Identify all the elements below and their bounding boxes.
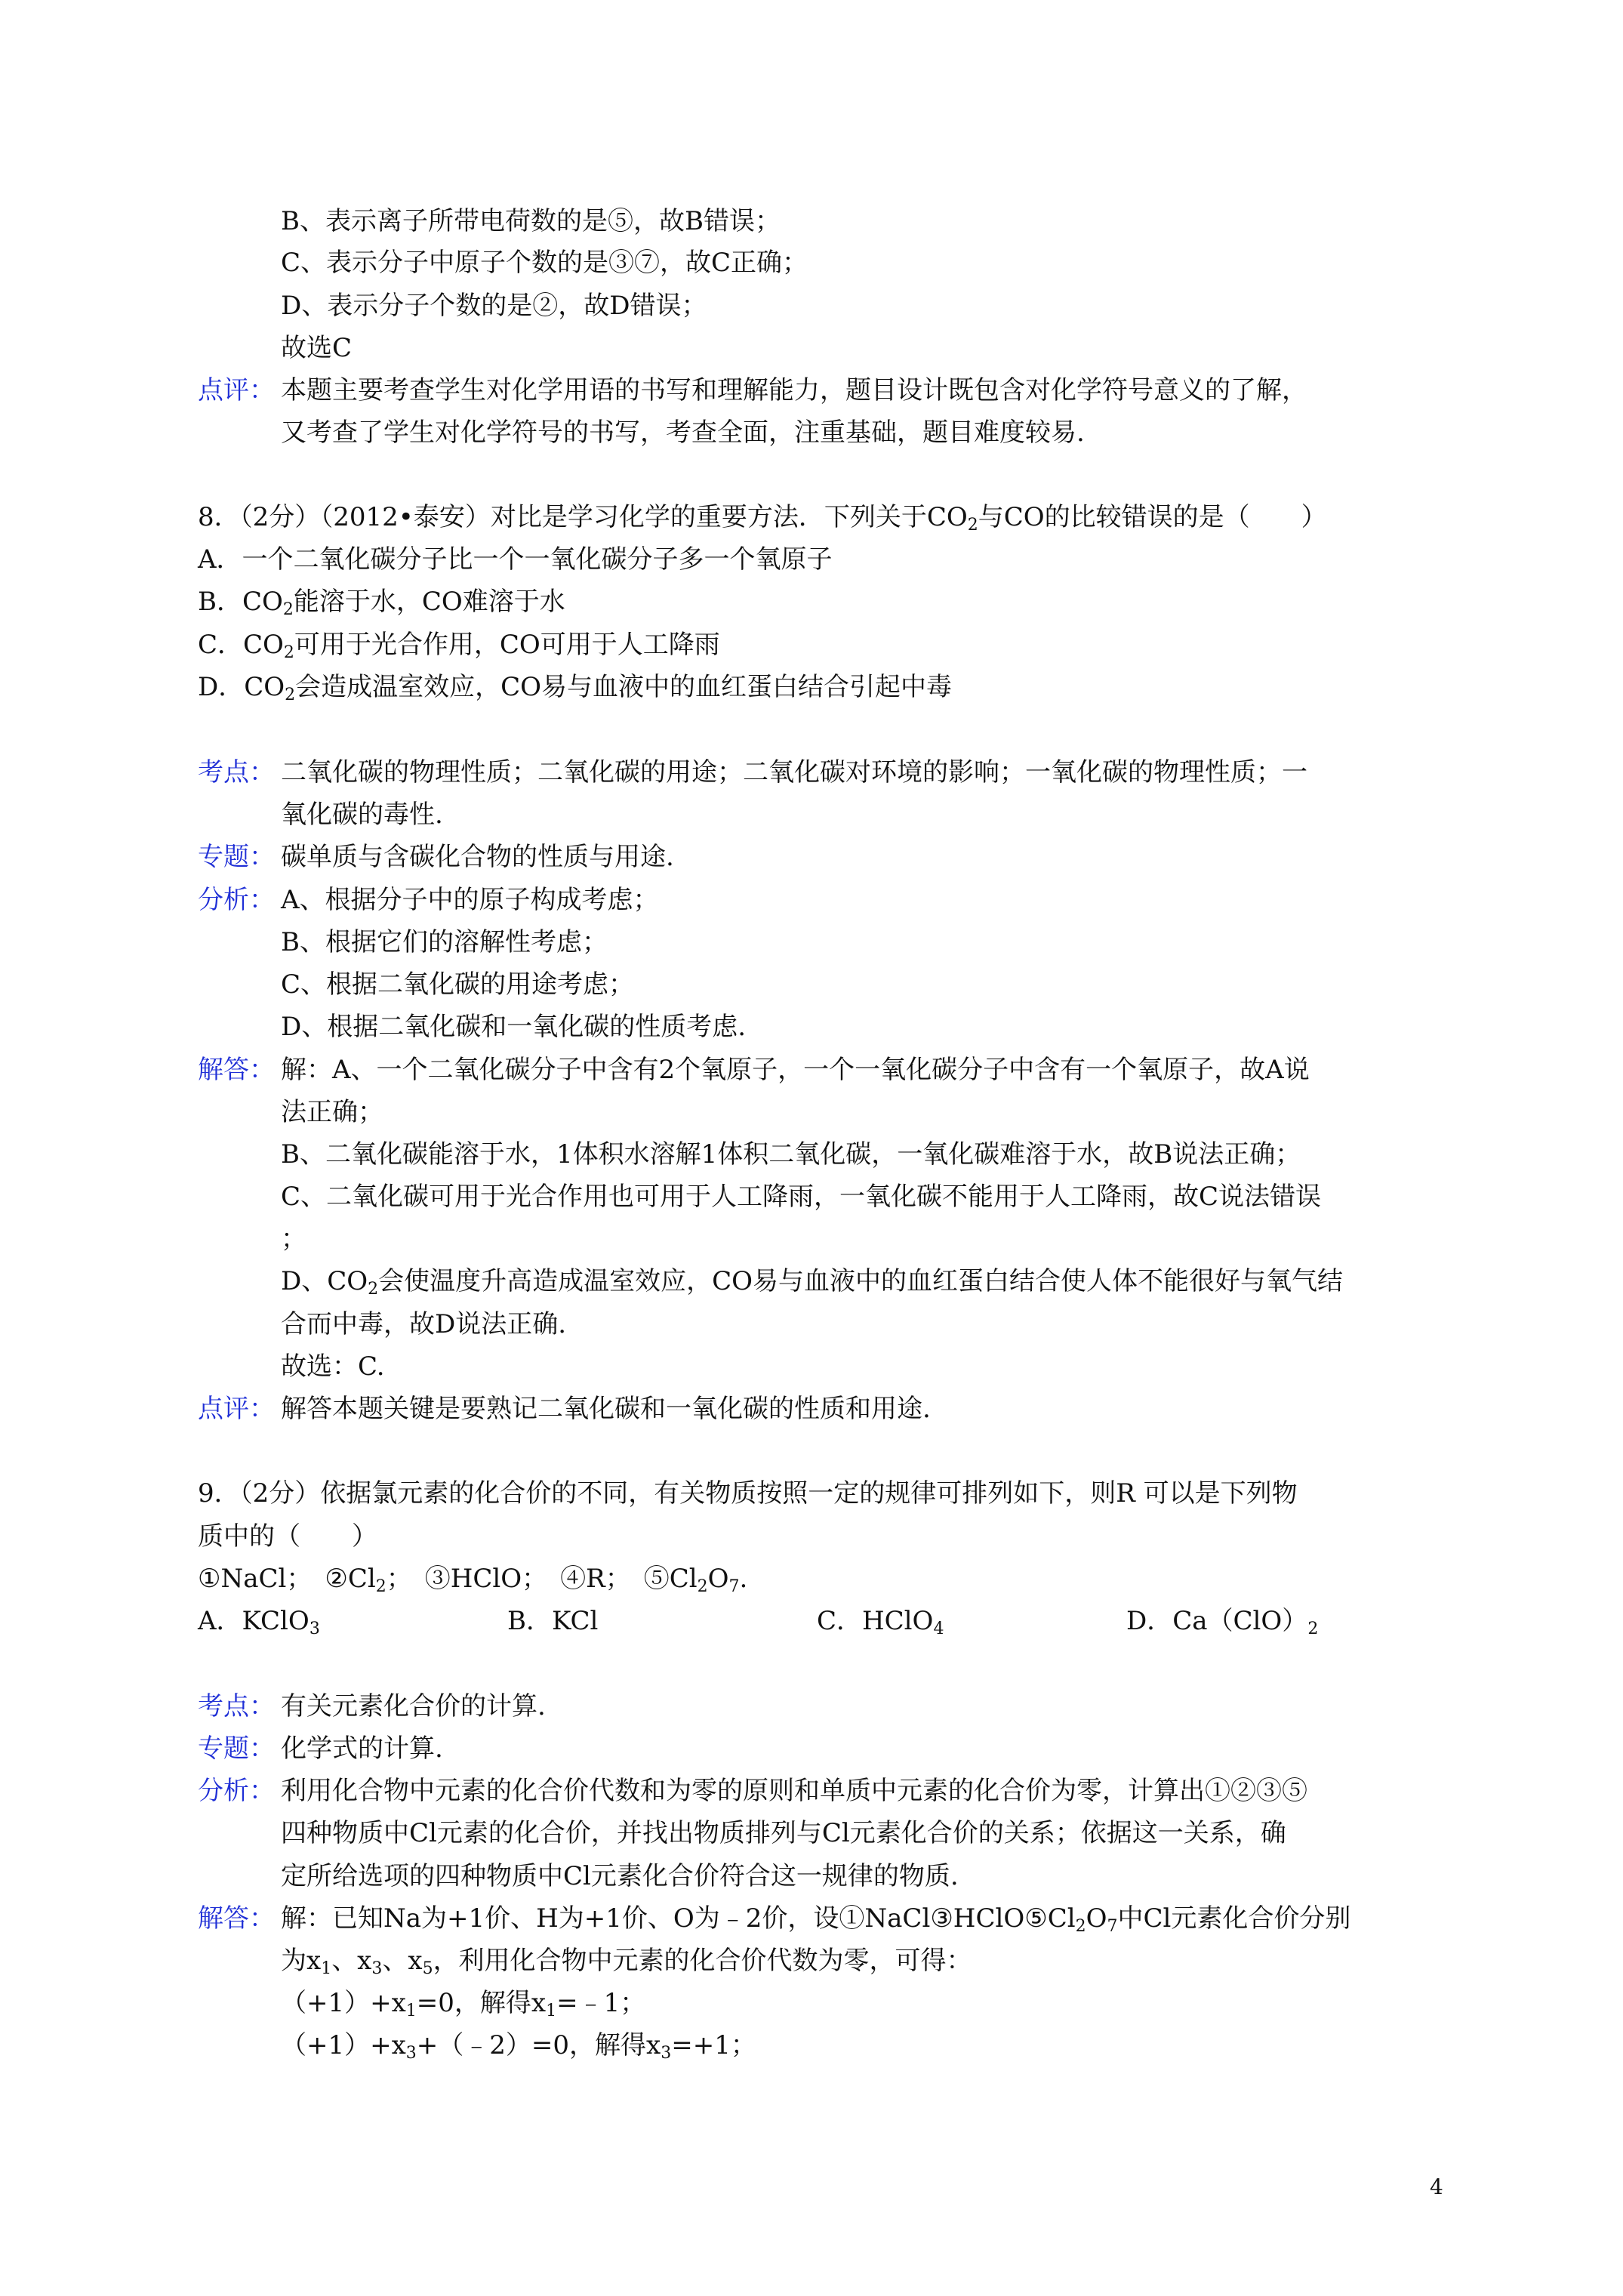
q9-fenxi-label: 分析： xyxy=(198,1776,275,1806)
q8-fenxi-label: 分析： xyxy=(198,885,275,915)
q9-jieda-line-3: $(+1)+x_1=0$，解得$x_1=﹣1$； xyxy=(281,1988,646,2020)
q9-stem-line-1: 9．（2分）依据氯元素的化合价的不同，有关物质按照一定的规律可排列如下，则R 可以是下列物 xyxy=(198,1478,1298,1509)
q8-option-a: A．一个二氧化碳分子比一个一氧化碳分子多一个氧原子 xyxy=(198,544,833,575)
q7-comment-line-1: 本题主要考查学生对化学用语的书写和理解能力，题目设计既包含对化学符号意义的了解， xyxy=(281,375,1307,405)
q7-line-d: D、表示分子个数的是②，故D错误； xyxy=(281,291,707,321)
q9-option-d: D．$Ca(ClO)_2$ xyxy=(1126,1606,1319,1638)
page-number: 4 xyxy=(1430,2174,1443,2199)
q9-jieda-line-1: 解：已知Na为+1价、H为+1价、O为﹣2价，设$①NaCl③HClO⑤Cl_2O_7$中Cl元素化合价分别 xyxy=(281,1903,1351,1936)
q8-jieda-label: 解答： xyxy=(198,1055,275,1085)
q7-comment-label: 点评： xyxy=(198,375,275,405)
q8-dianping-label: 点评： xyxy=(198,1394,275,1424)
q9-option-b: B．KCl xyxy=(507,1606,599,1636)
q9-jieda-line-2: 为$x_1$、$x_3$、$x_5$，利用化合物中元素的化合价代数为零，可得： xyxy=(281,1946,972,1978)
q9-kaodian-label: 考点： xyxy=(198,1691,275,1721)
q8-fenxi-line-3: C、根据二氧化碳的用途考虑； xyxy=(281,969,635,1000)
q8-jieda-line-1: 解：A、一个二氧化碳分子中含有2个氧原子，一个一氧化碳分子中含有一个氧原子，故A说 xyxy=(281,1055,1310,1085)
q7-line-b: B、表示离子所带电荷数的是⑤，故B错误； xyxy=(281,206,781,236)
q8-option-c: C．$CO_2$可用于光合作用，CO可用于人工降雨 xyxy=(198,630,720,662)
q8-kaodian-label: 考点： xyxy=(198,757,275,787)
q9-kaodian: 有关元素化合价的计算. xyxy=(281,1691,546,1721)
q8-fenxi-line-2: B、根据它们的溶解性考虑； xyxy=(281,927,608,957)
q9-fenxi-line-3: 定所给选项的四种物质中Cl元素化合价符合这一规律的物质. xyxy=(281,1861,959,1891)
q8-jieda-line-3: B、二氧化碳能溶于水，1体积水溶解1体积二氧化碳，一氧化碳难溶于水，故B说法正确； xyxy=(281,1139,1301,1170)
q8-option-b: B．$CO_2$能溶于水，CO难溶于水 xyxy=(198,587,565,619)
q9-option-a: A．KClO$_3$ xyxy=(198,1606,320,1638)
q8-jieda-line-8: 故选：C. xyxy=(281,1351,385,1382)
q9-zhuanti-label: 专题： xyxy=(198,1734,275,1764)
q8-zhuanti: 碳单质与含碳化合物的性质与用途. xyxy=(281,842,674,872)
q7-answer: 故选C xyxy=(281,333,353,363)
q8-jieda-line-4: C、二氧化碳可用于光合作用也可用于人工降雨，一氧化碳不能用于人工降雨，故C说法错误 xyxy=(281,1182,1322,1212)
q9-option-c: C．HClO$_4$ xyxy=(817,1606,944,1638)
q8-stem: 8．（2分）（2012•泰安）对比是学习化学的重要方法．下列关于$CO_2$与CO的比较错误的是（ ） xyxy=(198,502,1327,535)
q8-jieda-line-2: 法正确； xyxy=(281,1097,383,1127)
q9-zhuanti: 化学式的计算. xyxy=(281,1734,443,1764)
q9-jieda-line-4: $(+1)+x_3+(﹣2)=0$，解得$x_3=+1$； xyxy=(281,2030,756,2063)
q8-fenxi-line-1: A、根据分子中的原子构成考虑； xyxy=(281,885,659,915)
q8-kaodian-line-1: 二氧化碳的物理性质；二氧化碳的用途；二氧化碳对环境的影响；一氧化碳的物理性质；一 xyxy=(281,757,1307,787)
q8-dianping: 解答本题关键是要熟记二氧化碳和一氧化碳的性质和用途. xyxy=(281,1394,931,1424)
q7-comment-line-2: 又考查了学生对化学符号的书写，考查全面，注重基础，题目难度较易. xyxy=(281,418,1085,448)
q9-fenxi-line-1: 利用化合物中元素的化合价代数和为零的原则和单质中元素的化合价为零，计算出①②③⑤ xyxy=(281,1776,1307,1806)
q7-line-c: C、表示分子中原子个数的是③⑦，故C正确； xyxy=(281,248,808,278)
q9-sequence: ①NaCl； $②Cl_2$； ③HClO； ④R； $⑤Cl_2O_7$. xyxy=(198,1564,748,1596)
q8-option-d: D．$CO_2$会造成温室效应，CO易与血液中的血红蛋白结合引起中毒 xyxy=(198,672,953,704)
q9-fenxi-line-2: 四种物质中Cl元素的化合价，并找出物质排列与Cl元素化合价的关系；依据这一关系，确 xyxy=(281,1818,1286,1848)
q9-jieda-label: 解答： xyxy=(198,1903,275,1934)
q8-zhuanti-label: 专题： xyxy=(198,842,275,872)
q9-stem-line-2: 质中的（ ） xyxy=(198,1521,377,1552)
q8-jieda-line-7: 合而中毒，故D说法正确. xyxy=(281,1309,567,1339)
q8-jieda-line-6: D、$CO_2$会使温度升高造成温室效应，CO易与血液中的血红蛋白结合使人体不能很好与氧气结 xyxy=(281,1266,1344,1299)
q8-kaodian-line-2: 氧化碳的毒性. xyxy=(281,800,443,830)
q8-jieda-line-5: ； xyxy=(281,1224,306,1254)
q8-fenxi-line-4: D、根据二氧化碳和一氧化碳的性质考虑. xyxy=(281,1012,747,1042)
